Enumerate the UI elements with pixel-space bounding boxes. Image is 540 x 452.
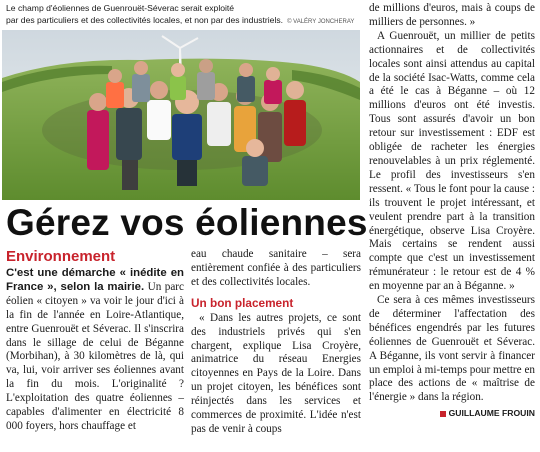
column-3-para-1: de millions d'euros, mais à coups de milliers de personnes. »	[369, 2, 535, 28]
author-name: GUILLAUME FROUIN	[448, 408, 535, 419]
photo-credit: © VALÉRY JONCHERAY	[287, 19, 355, 25]
column-3-para-3: Ce sera à ces mêmes investisseurs de déterminer l'affectation des bénéfices engendrés par les futures éoliennes de Guenrouët et Séverac. A Béganne, ils vont servir à financer un emploi à mi-temps pour mettre en place des actions de « maîtrise de l'énergie » dans la région.	[369, 294, 535, 404]
photo-caption	[6, 2, 358, 28]
article-column-2	[191, 248, 361, 437]
group-photo	[2, 30, 360, 200]
column-1-body: Un parc éolien « citoyen » va voir le jour d'ici à la fin de l'année en Loire-Atlantique, entre Guenrouët et Séverac. Il s'inscrira dans le sillage de celui de Béganne (Morbihan), à 30 kilomètres de là, qui va, lui, voir arriver ses éoliennes avant la fin du mois. L'originalité ? L'exploitation des quatre éoliennes – capables d'alimenter en électricité 8 000 foyers, hors chauffage et	[6, 280, 184, 432]
article-column-3	[369, 2, 535, 421]
byline-square-icon	[440, 411, 446, 417]
article-lead: C'est une démarche « inédite en France », selon la mairie.	[6, 267, 184, 293]
subheading: Un bon placement	[191, 295, 294, 310]
byline	[369, 407, 535, 421]
section-rubric: Environnement	[6, 248, 116, 265]
column-3-para-2: A Guenrouët, un millier de petits actionnaires et de collectivités locales sont ainsi attendus au capital de la société Isac-Watts, comme cela a été le cas à Béganne – où 12 millions d'euros ont été investis. Tous sont assurés d'avoir un bon retour sur investissement : EDF est obligée de racheter les énergies renouvelables à un prix réglementé. Le profil des investisseurs s'en ressent. « Tous le font pour la cause : ils trouvent le projet intéressant, et veulent prendre part à la transition énergétique, observe Lisa Croyère. Mais certains se rendent aussi compte que c'est un investissement rémunérateur : le retour est de 4 % en moyenne par an à Béganne. »	[369, 29, 535, 293]
caption-line-2: par des particuliers et des collectivités locales, et non par des industriels.	[6, 15, 284, 25]
article-column-1	[6, 248, 184, 434]
headline: Gérez vos éoliennes	[6, 202, 368, 243]
column-2-body-2: « Dans les autres projets, ce sont des industriels privés qui s'en chargent, explique Lisa Croyère, animatrice du réseau Energies citoyennes en Pays de la Loire. Dans un projet citoyen, les bénéfices sont réinjectés dans les services et commerces de proximité. L'idée n'est pas de venir à coups	[191, 311, 361, 435]
group-photo-illustration	[2, 30, 360, 200]
caption-line-1: Le champ d'éoliennes de Guenrouët-Séverac serait exploité	[6, 3, 235, 13]
column-2-body-1: eau chaude sanitaire – sera entièrement confiée à des particuliers et des collectivités locales.	[191, 248, 361, 288]
